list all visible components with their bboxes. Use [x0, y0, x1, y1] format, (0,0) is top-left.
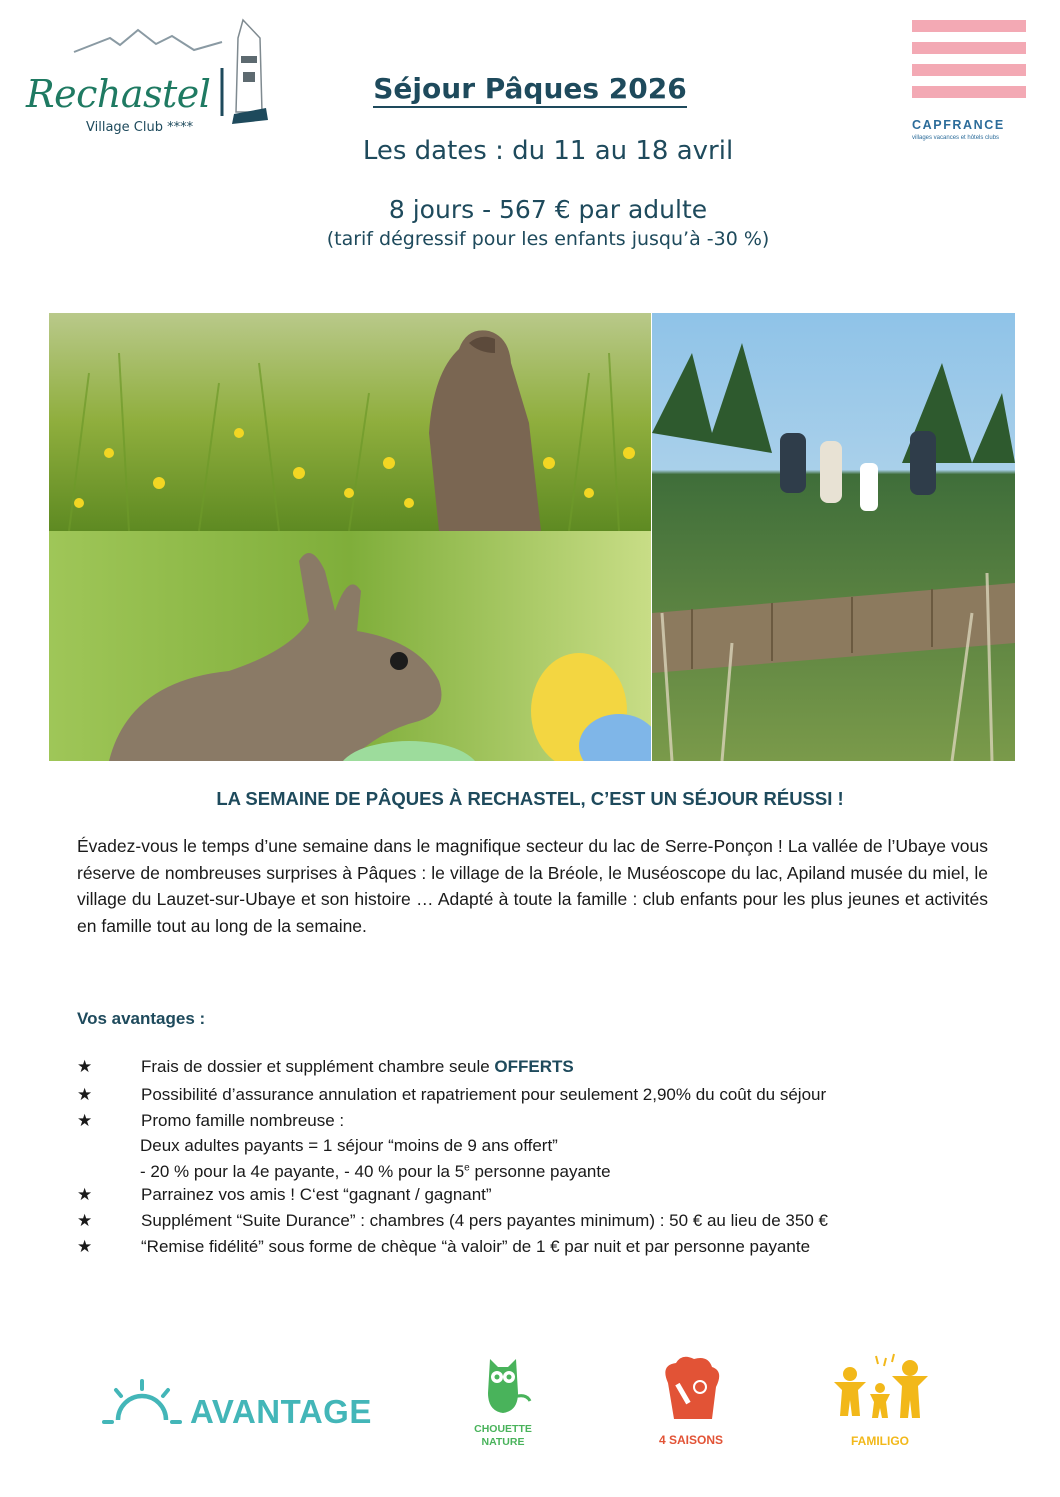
chouette-nature-logo	[462, 1353, 544, 1453]
item-text: Possibilité d’assurance annulation et rapatriement pour seulement 2,90% du coût du séjour	[141, 1085, 827, 1104]
capfrance-tagline: villages vacances et hôtels clubs	[912, 135, 1000, 141]
avantage-label: AVANTAGE	[190, 1393, 372, 1430]
page-title-text: Séjour Pâques 2026	[373, 72, 686, 108]
rechastel-brand: Rechastel	[26, 72, 211, 116]
stay-dates: Les dates : du 11 au 18 avril	[362, 136, 734, 166]
avantage-logo	[102, 1378, 392, 1438]
marmot-photo	[49, 313, 651, 531]
child-rate-note: (tarif dégressif pour les enfants jusqu’à -30 %)	[326, 228, 770, 250]
star-icon: ★	[77, 1111, 93, 1131]
sub-item	[140, 1162, 611, 1182]
star-icon: ★	[77, 1185, 93, 1205]
quatre-saisons-logo	[646, 1353, 736, 1453]
family-icon	[828, 1352, 932, 1424]
star-icon: ★	[77, 1085, 93, 1105]
star-icon: ★	[77, 1237, 93, 1257]
item-text: “Remise fidélité” sous forme de chèque “à valoir” de 1 € par nuit et par personne payante	[141, 1237, 811, 1256]
sub-item-text: personne payante	[469, 1162, 611, 1181]
section-headline: LA SEMAINE DE PÂQUES À RECHASTEL, C’EST UN SÉJOUR RÉUSSI !	[216, 788, 844, 809]
page-title	[0, 72, 1060, 105]
item-text: Frais de dossier et supplément chambre seule	[141, 1057, 495, 1076]
family-hiking-photo	[652, 313, 1015, 761]
familigo-label: FAMILIGO	[851, 1434, 909, 1448]
item-text: Supplément “Suite Durance” : chambres (4 pers payantes minimum) : 50 € au lieu de 350 €	[141, 1211, 828, 1230]
star-icon: ★	[77, 1211, 93, 1231]
superscript: e	[464, 1162, 470, 1174]
photo-collage	[49, 313, 1015, 761]
saisons-label: 4 SAISONS	[658, 1433, 724, 1447]
chef-hat-icon	[646, 1353, 736, 1425]
item-text: Promo famille nombreuse :	[141, 1111, 345, 1130]
item-text: Parrainez vos amis ! C‘est “gagnant / gagnant”	[141, 1185, 492, 1204]
intro-paragraph: Évadez-vous le temps d’une semaine dans le magnifique secteur du lac de Serre-Ponçon ! La vallée de l’Ubaye vous réserve de nombreuses surprises à Pâques : le village de la Bréole, le Muséoscope du lac, Apiland musée du miel, le village du Lauzet-sur-Ubaye et son histoire … Adapté à toute la famille : club enfants pour les plus jeunes et activités en famille tout au long de la semaine.	[77, 836, 988, 936]
sub-item-text: - 20 % pour la 4e payante, - 40 % pour la 5	[140, 1162, 465, 1181]
sunrise-icon	[102, 1378, 192, 1438]
familigo-logo	[828, 1352, 932, 1452]
rechastel-subtitle: Village Club ****	[86, 120, 194, 135]
chouette-label-2: NATURE	[481, 1436, 525, 1448]
capfrance-brand: CAPFRANCE	[912, 118, 1005, 132]
stay-price: 8 jours - 567 € par adulte	[388, 195, 708, 224]
star-icon: ★	[77, 1057, 93, 1077]
advantages-title: Vos avantages :	[77, 1009, 206, 1028]
offered-label: OFFERTS	[494, 1057, 574, 1076]
sub-item: Deux adultes payants = 1 séjour “moins de 9 ans offert”	[140, 1136, 558, 1155]
rabbit-eggs-photo	[49, 531, 651, 761]
owl-icon	[462, 1353, 544, 1417]
chouette-label-1: CHOUETTE	[474, 1423, 532, 1435]
